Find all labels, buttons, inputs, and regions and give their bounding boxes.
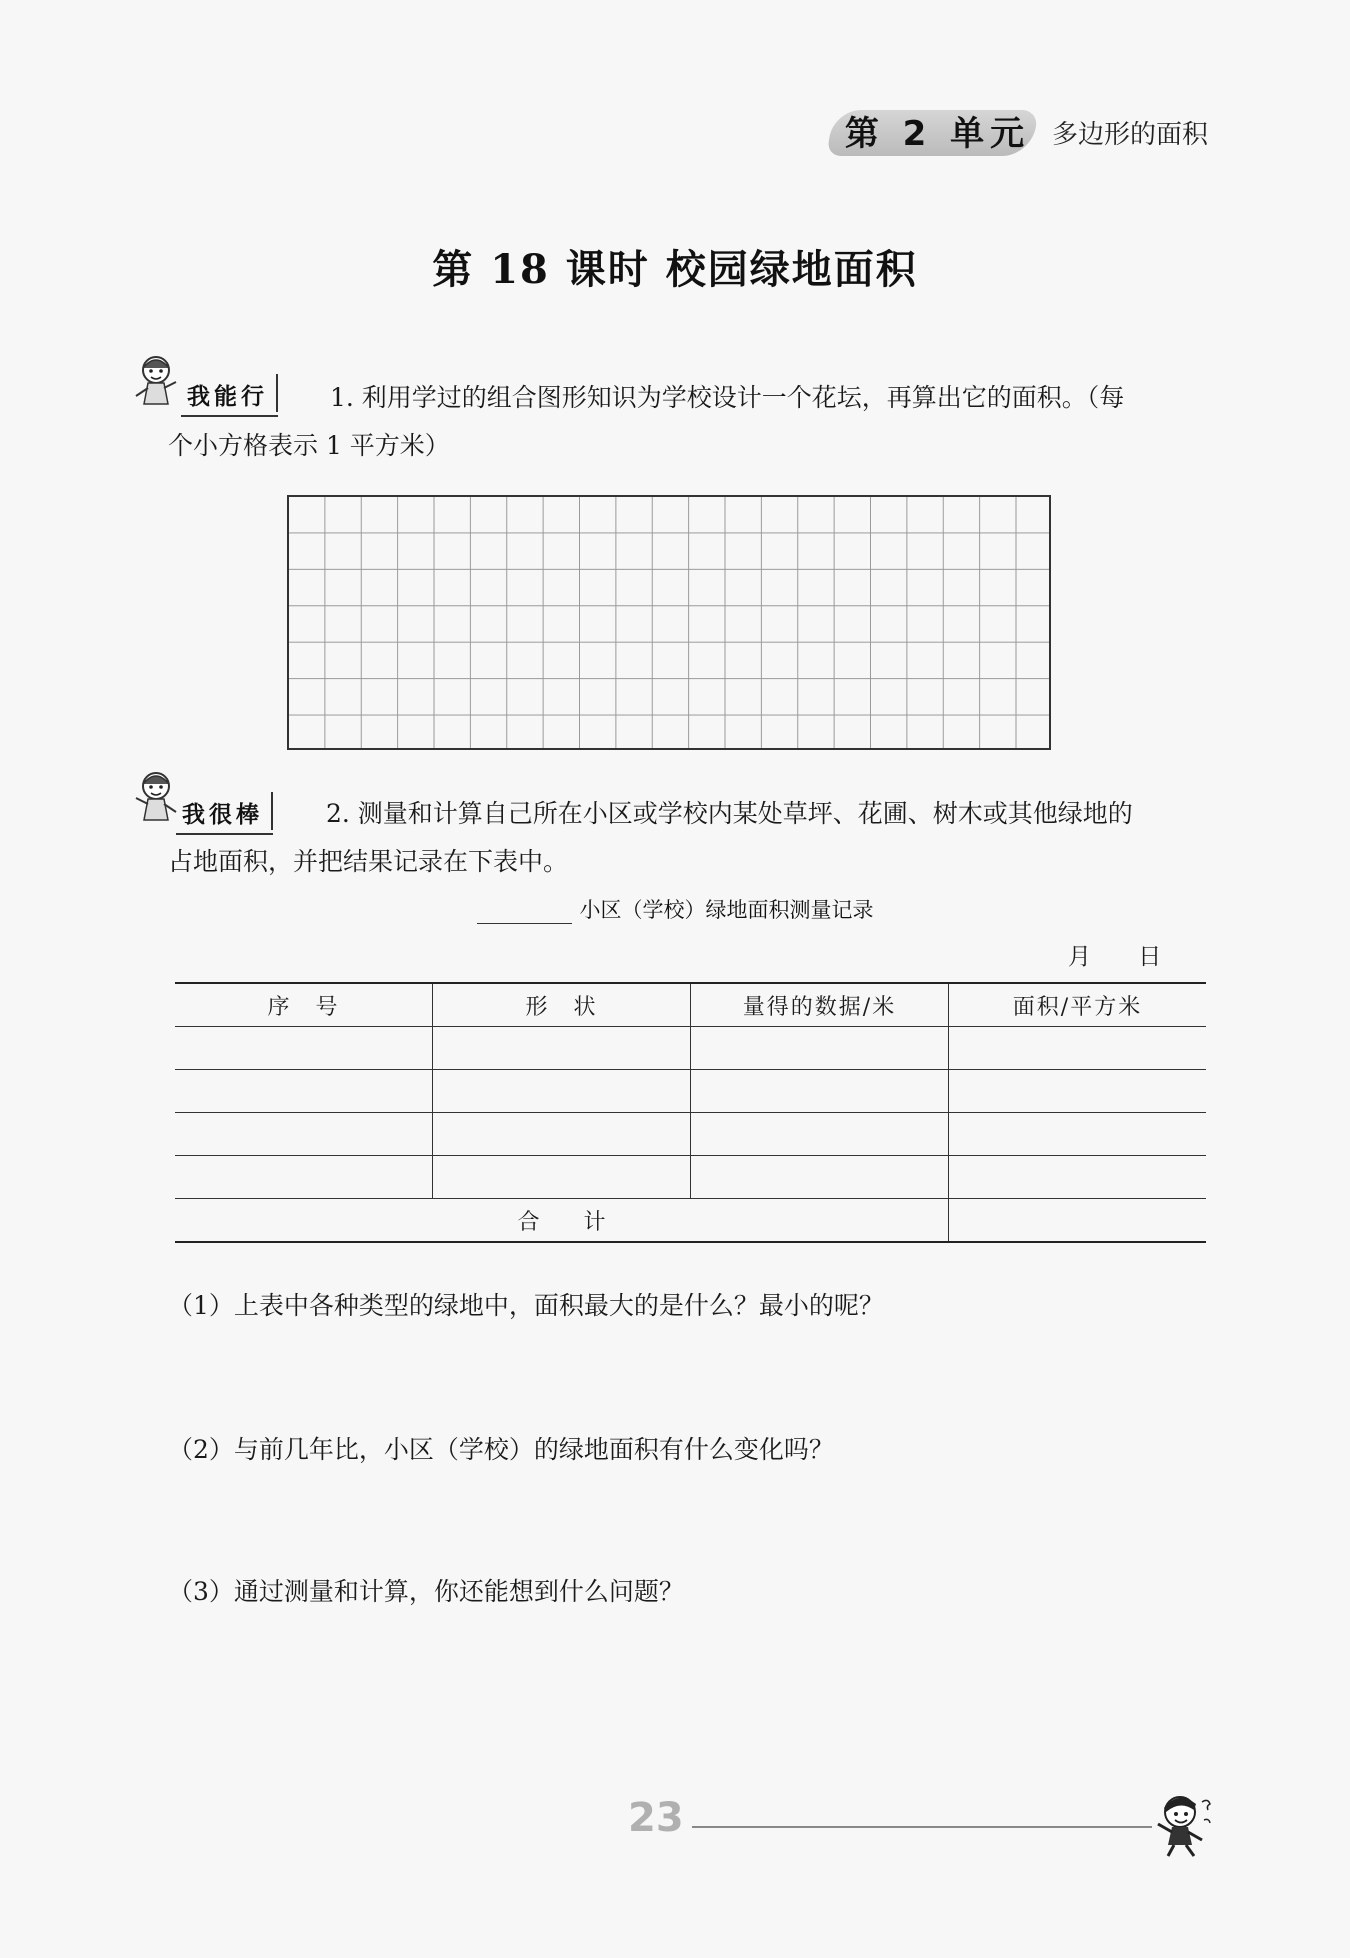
question-1-line-2: 个小方格表示 1 平方米）	[168, 431, 450, 460]
table-cell[interactable]	[949, 1070, 1207, 1113]
table-cell[interactable]	[175, 1027, 433, 1070]
table-cell[interactable]	[433, 1113, 691, 1156]
unit-subtitle: 多边形的面积	[1052, 120, 1209, 150]
date-line: 月 日	[1068, 944, 1162, 970]
girl-mascot-icon	[132, 768, 180, 828]
question-2-line-1: 2. 测量和计算自己所在小区或学校内某处草坪、花圃、树木或其他绿地的	[326, 799, 1133, 828]
caption-blank-field[interactable]	[477, 923, 572, 924]
sub-question-1: （1）上表中各种类型的绿地中，面积最大的是什么？最小的呢？	[168, 1291, 884, 1320]
header-measured-data: 量得的数据/米	[691, 983, 949, 1027]
table-row	[175, 1070, 1206, 1113]
table-row	[175, 1027, 1206, 1070]
table-caption	[0, 894, 1350, 924]
table-cell[interactable]	[691, 1113, 949, 1156]
table-cell[interactable]	[691, 1156, 949, 1199]
question-1-line-1: 1. 利用学过的组合图形知识为学校设计一个花坛，再算出它的面积。（每	[330, 383, 1125, 412]
table-cell[interactable]	[691, 1027, 949, 1070]
table-cell[interactable]	[949, 1113, 1207, 1156]
table-cell[interactable]	[691, 1070, 949, 1113]
sub-question-3: （3）通过测量和计算，你还能想到什么问题？	[168, 1577, 684, 1606]
total-value-cell[interactable]	[949, 1199, 1207, 1243]
record-table	[175, 982, 1206, 1243]
unit-label: 第 2 单元	[844, 114, 1031, 154]
question-2-line-2: 占地面积，并把结果记录在下表中。	[168, 847, 569, 876]
table-total-row	[175, 1199, 1206, 1243]
girl-mascot-icon	[132, 352, 180, 412]
sub-question-2: （2）与前几年比，小区（学校）的绿地面积有什么变化吗？	[168, 1435, 834, 1464]
section-tag-wo-hen-bang: 我很棒	[182, 796, 273, 829]
section-tag-wo-neng-xing: 我能行	[187, 378, 278, 411]
table-header-row	[175, 983, 1206, 1027]
design-grid[interactable]	[287, 495, 1051, 750]
footer-rule	[692, 1826, 1152, 1828]
table-cell[interactable]	[949, 1156, 1207, 1199]
table-cell[interactable]	[433, 1070, 691, 1113]
unit-badge	[830, 100, 1035, 158]
table-row	[175, 1113, 1206, 1156]
total-label: 合 计	[175, 1199, 949, 1243]
table-cell[interactable]	[433, 1156, 691, 1199]
table-row	[175, 1156, 1206, 1199]
table-cell[interactable]	[949, 1027, 1207, 1070]
header-shape: 形 状	[433, 983, 691, 1027]
lesson-title: 第 18 课时 校园绿地面积	[432, 246, 918, 293]
header-area: 面积/平方米	[949, 983, 1207, 1027]
table-cell[interactable]	[175, 1070, 433, 1113]
boy-mascot-icon	[1150, 1790, 1220, 1860]
table-cell[interactable]	[433, 1027, 691, 1070]
header-index: 序 号	[175, 983, 433, 1027]
caption-text: 小区（学校）绿地面积测量记录	[579, 898, 874, 922]
table-cell[interactable]	[175, 1113, 433, 1156]
table-cell[interactable]	[175, 1156, 433, 1199]
page-number: 23	[628, 1795, 684, 1841]
